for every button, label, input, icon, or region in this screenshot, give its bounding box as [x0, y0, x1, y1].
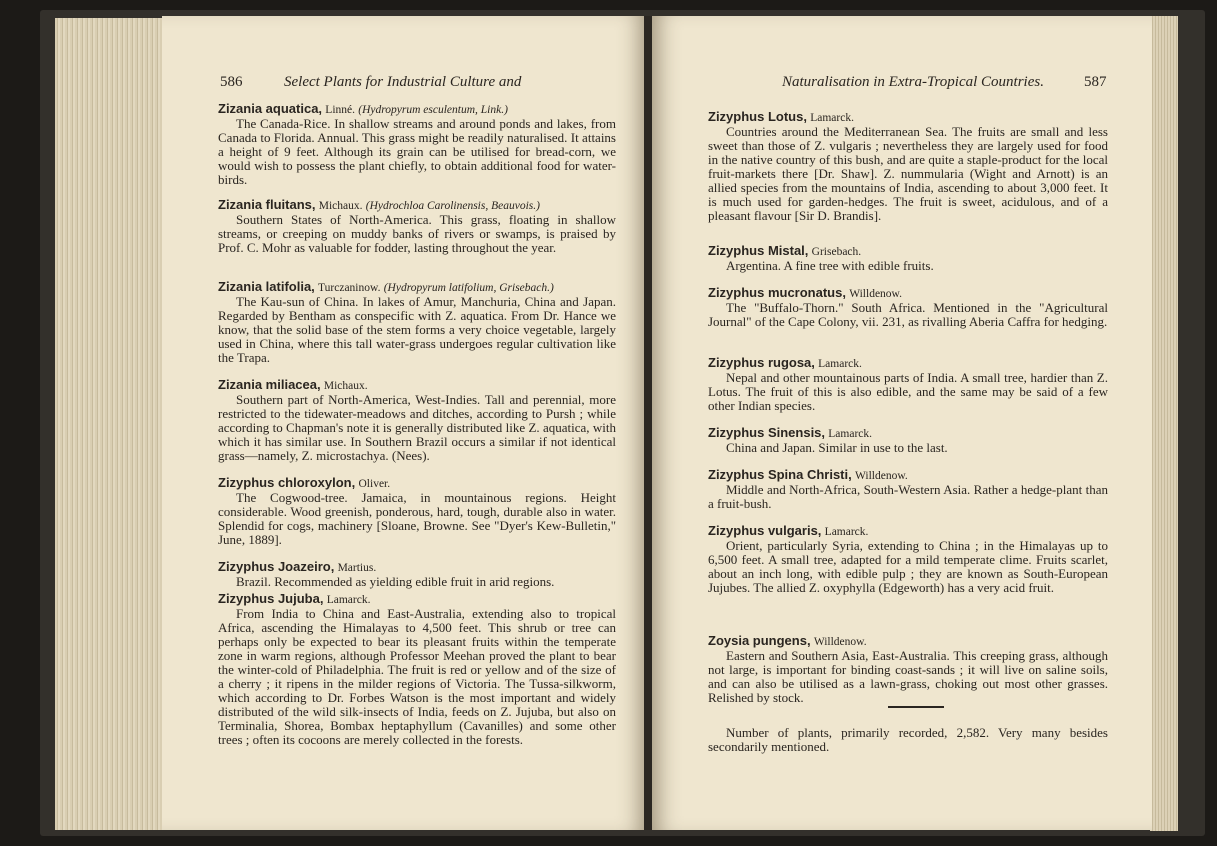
- entry-name: Zizyphus mucronatus,: [708, 285, 846, 300]
- entry-zizania-latifolia: [218, 280, 616, 365]
- entry-author: Michaux.: [318, 200, 363, 212]
- entry-text: Southern States of North-America. This grass, floating in shallow streams, or creeping on muddy banks of rivers or swamps, is praised by Prof. C. Mohr as valuable for fodder, lasting throughout the year.: [218, 212, 616, 255]
- entry-name: Zizania latifolia,: [218, 279, 315, 294]
- entry-synonym: (Hydrochloa Carolinensis, Beauvois.): [365, 200, 540, 212]
- entry-zizyphus-spina-christi: [708, 468, 1108, 511]
- entry-text: Argentina. A fine tree with edible fruits.: [726, 258, 934, 273]
- page-edges: [55, 18, 165, 830]
- page-number: 586: [220, 74, 243, 90]
- entry-author: Michaux.: [323, 380, 368, 392]
- entry-zizyphus-rugosa: [708, 356, 1108, 413]
- entry-zizyphus-lotus: [708, 110, 1108, 223]
- entry-zizyphus-mistal: [708, 244, 1108, 273]
- entry-text: Orient, particularly Syria, extending to China ; in the Himalayas up to 6,500 feet. A small tree, adapted for a mild temperate clime. Fruits scarlet, about an inch long, with edible pulp ; they are known as South-European Jujubes. The allied Z. oxyphylla (Edgeworth) has a very acid fruit.: [708, 538, 1108, 595]
- entry-zizania-miliacea: [218, 378, 616, 463]
- right-page: [652, 16, 1152, 830]
- entry-name: Zizyphus vulgaris,: [708, 523, 822, 538]
- entry-zizyphus-chloroxylon: [218, 476, 616, 547]
- entry-zizania-aquatica: [218, 102, 616, 187]
- entry-author: Turczaninow.: [318, 282, 381, 294]
- section-rule: [888, 706, 944, 708]
- entry-name: Zizyphus Sinensis,: [708, 425, 826, 440]
- entry-author: Willdenow.: [849, 288, 902, 300]
- entry-text: The Cogwood-tree. Jamaica, in mountainous regions. Height considerable. Wood greenish, ponderous, hard, tough, durable also in water. Splendid for cogs, machinery [Sloane, Browne. See "Dyer's Kew-Bulletin," June, 1889].: [218, 490, 616, 547]
- entry-author: Martius.: [337, 562, 377, 574]
- entry-author: Willdenow.: [813, 636, 867, 648]
- entry-author: Lamarck.: [824, 526, 869, 538]
- page-number: 587: [1084, 74, 1107, 90]
- closing-note-text: Number of plants, primarily recorded, 2,582. Very many besides secondarily mentioned.: [708, 725, 1108, 754]
- entry-author: Lamarck.: [828, 428, 873, 440]
- entry-name: Zizania fluitans,: [218, 197, 316, 212]
- entry-author: Lamarck.: [818, 358, 862, 370]
- entry-zizyphus-joazeiro: [218, 560, 616, 589]
- entry-text: China and Japan. Similar in use to the last.: [726, 440, 948, 455]
- entry-text: Southern part of North-America, West-Indies. Tall and perennial, more restricted to the tidewater-meadows and ditches, according to Pursh ; while according to Chapman's note it is generally distributed like Z. aquatica, with which it has similar use. In Southern Brazil occurs a similar if not identical grass—namely, Z. microstachya. (Nees).: [218, 392, 616, 463]
- entry-zizyphus-jujuba: [218, 592, 616, 747]
- entry-name: Zizyphus Mistal,: [708, 243, 809, 258]
- entry-zoysia-pungens: [708, 634, 1108, 705]
- entry-name: Zizyphus rugosa,: [708, 355, 815, 370]
- running-head: Naturalisation in Extra-Tropical Countries.: [782, 74, 1044, 90]
- entry-zizyphus-sinensis: [708, 426, 1108, 455]
- entry-author: Lamarck.: [810, 112, 854, 124]
- entry-zizyphus-vulgaris: [708, 524, 1108, 595]
- left-page: [162, 16, 646, 830]
- entry-text: Countries around the Mediterranean Sea. The fruits are small and less sweet than those of Z. vulgaris ; nevertheless they are largely used for food in the native country of this bush, and are quite a staple-product for the local fruit-markets there [Dr. Shaw]. Z. nummularia (Wight and Arnott) is an allied species from the mountains of India, ascending to about 3,000 feet. It is much used for garden-hedges. The fruit is sweet, acidulous, and of a pleasant flavour [Sir D. Brandis].: [708, 124, 1108, 223]
- entry-text: Middle and North-Africa, South-Western Asia. Rather a hedge-plant than a fruit-bush.: [708, 482, 1108, 511]
- entry-zizyphus-mucronatus: [708, 286, 1108, 329]
- entry-author: Willdenow.: [855, 470, 908, 482]
- entry-text: Eastern and Southern Asia, East-Australia. This creeping grass, although not large, is important for binding coast-sands ; it will live on saline soils, and can also be utilised as a lawn-grass, choking out most other grasses. Relished by stock.: [708, 648, 1108, 705]
- entry-text: Nepal and other mountainous parts of India. A small tree, hardier than Z. Lotus. The fruit of this is also edible, and the same may be said of a few other Indian species.: [708, 370, 1108, 413]
- entry-text: Brazil. Recommended as yielding edible fruit in arid regions.: [236, 574, 555, 589]
- entry-name: Zizyphus Lotus,: [708, 109, 807, 124]
- entry-text: From India to China and East-Australia, extending also to tropical Africa, ascending the Himalayas to 4,500 feet. This shrub or tree can perhaps only be expected to bear its pleasant fruits within the temperate zone in warm regions, although Professor Meehan proved the plant to bear the winter-cold of Philadelphia. The fruit is red or yellow and of the size of a cherry ; it ripens in the milder regions of Victoria. The Tussa-silkworm, which according to Dr. Forbes Watson is the most important and widely distributed of the wild silk-insects of India, feeds on Z. Jujuba, but also on Terminalia, Shorea, Bombax heptaphyllum (Cavanilles) and some other trees ; often its cocoons are merely collected in the forests.: [218, 606, 616, 747]
- entry-name: Zizania miliacea,: [218, 377, 321, 392]
- entry-author: Lamarck.: [326, 594, 371, 606]
- entry-name: Zizania aquatica,: [218, 101, 323, 116]
- entry-text: The Kau-sun of China. In lakes of Amur, Manchuria, China and Japan. Regarded by Bentham as conspecific with Z. aquatica. From Dr. Hance we know, that the solid base of the stem forms a very choice vegetable, largely used in China, where this tall water-grass undergoes regular cultivation like the Trapa.: [218, 294, 616, 365]
- entry-zizania-fluitans: [218, 198, 616, 255]
- entry-author: Linné.: [325, 104, 355, 116]
- entry-author: Oliver.: [358, 478, 391, 490]
- entry-name: Zoysia pungens,: [708, 633, 811, 648]
- entry-name: Zizyphus Joazeiro,: [218, 559, 335, 574]
- entry-name: Zizyphus chloroxylon,: [218, 475, 356, 490]
- running-head: Select Plants for Industrial Culture and: [284, 74, 522, 90]
- entry-author: Grisebach.: [811, 246, 862, 258]
- entry-text: The Canada-Rice. In shallow streams and around ponds and lakes, from Canada to Florida. Annual. This grass might be readily naturalised. It attains a height of 9 feet. Although its grain can be utilised for bread-corn, we would wish to possess the plant chiefly, to obtain additional food for water-birds.: [218, 116, 616, 187]
- closing-note: [708, 726, 1108, 754]
- entry-text: The "Buffalo-Thorn." South Africa. Mentioned in the "Agricultural Journal" of the Cape Colony, vii. 231, as rivalling Aberia Caffra for hedging.: [708, 300, 1108, 329]
- entry-synonym: (Hydropyrum esculentum, Link.): [358, 104, 508, 116]
- entry-synonym: (Hydropyrum latifolium, Grisebach.): [383, 282, 554, 294]
- entry-name: Zizyphus Jujuba,: [218, 591, 324, 606]
- entry-name: Zizyphus Spina Christi,: [708, 467, 852, 482]
- page-edges-right: [1150, 16, 1178, 831]
